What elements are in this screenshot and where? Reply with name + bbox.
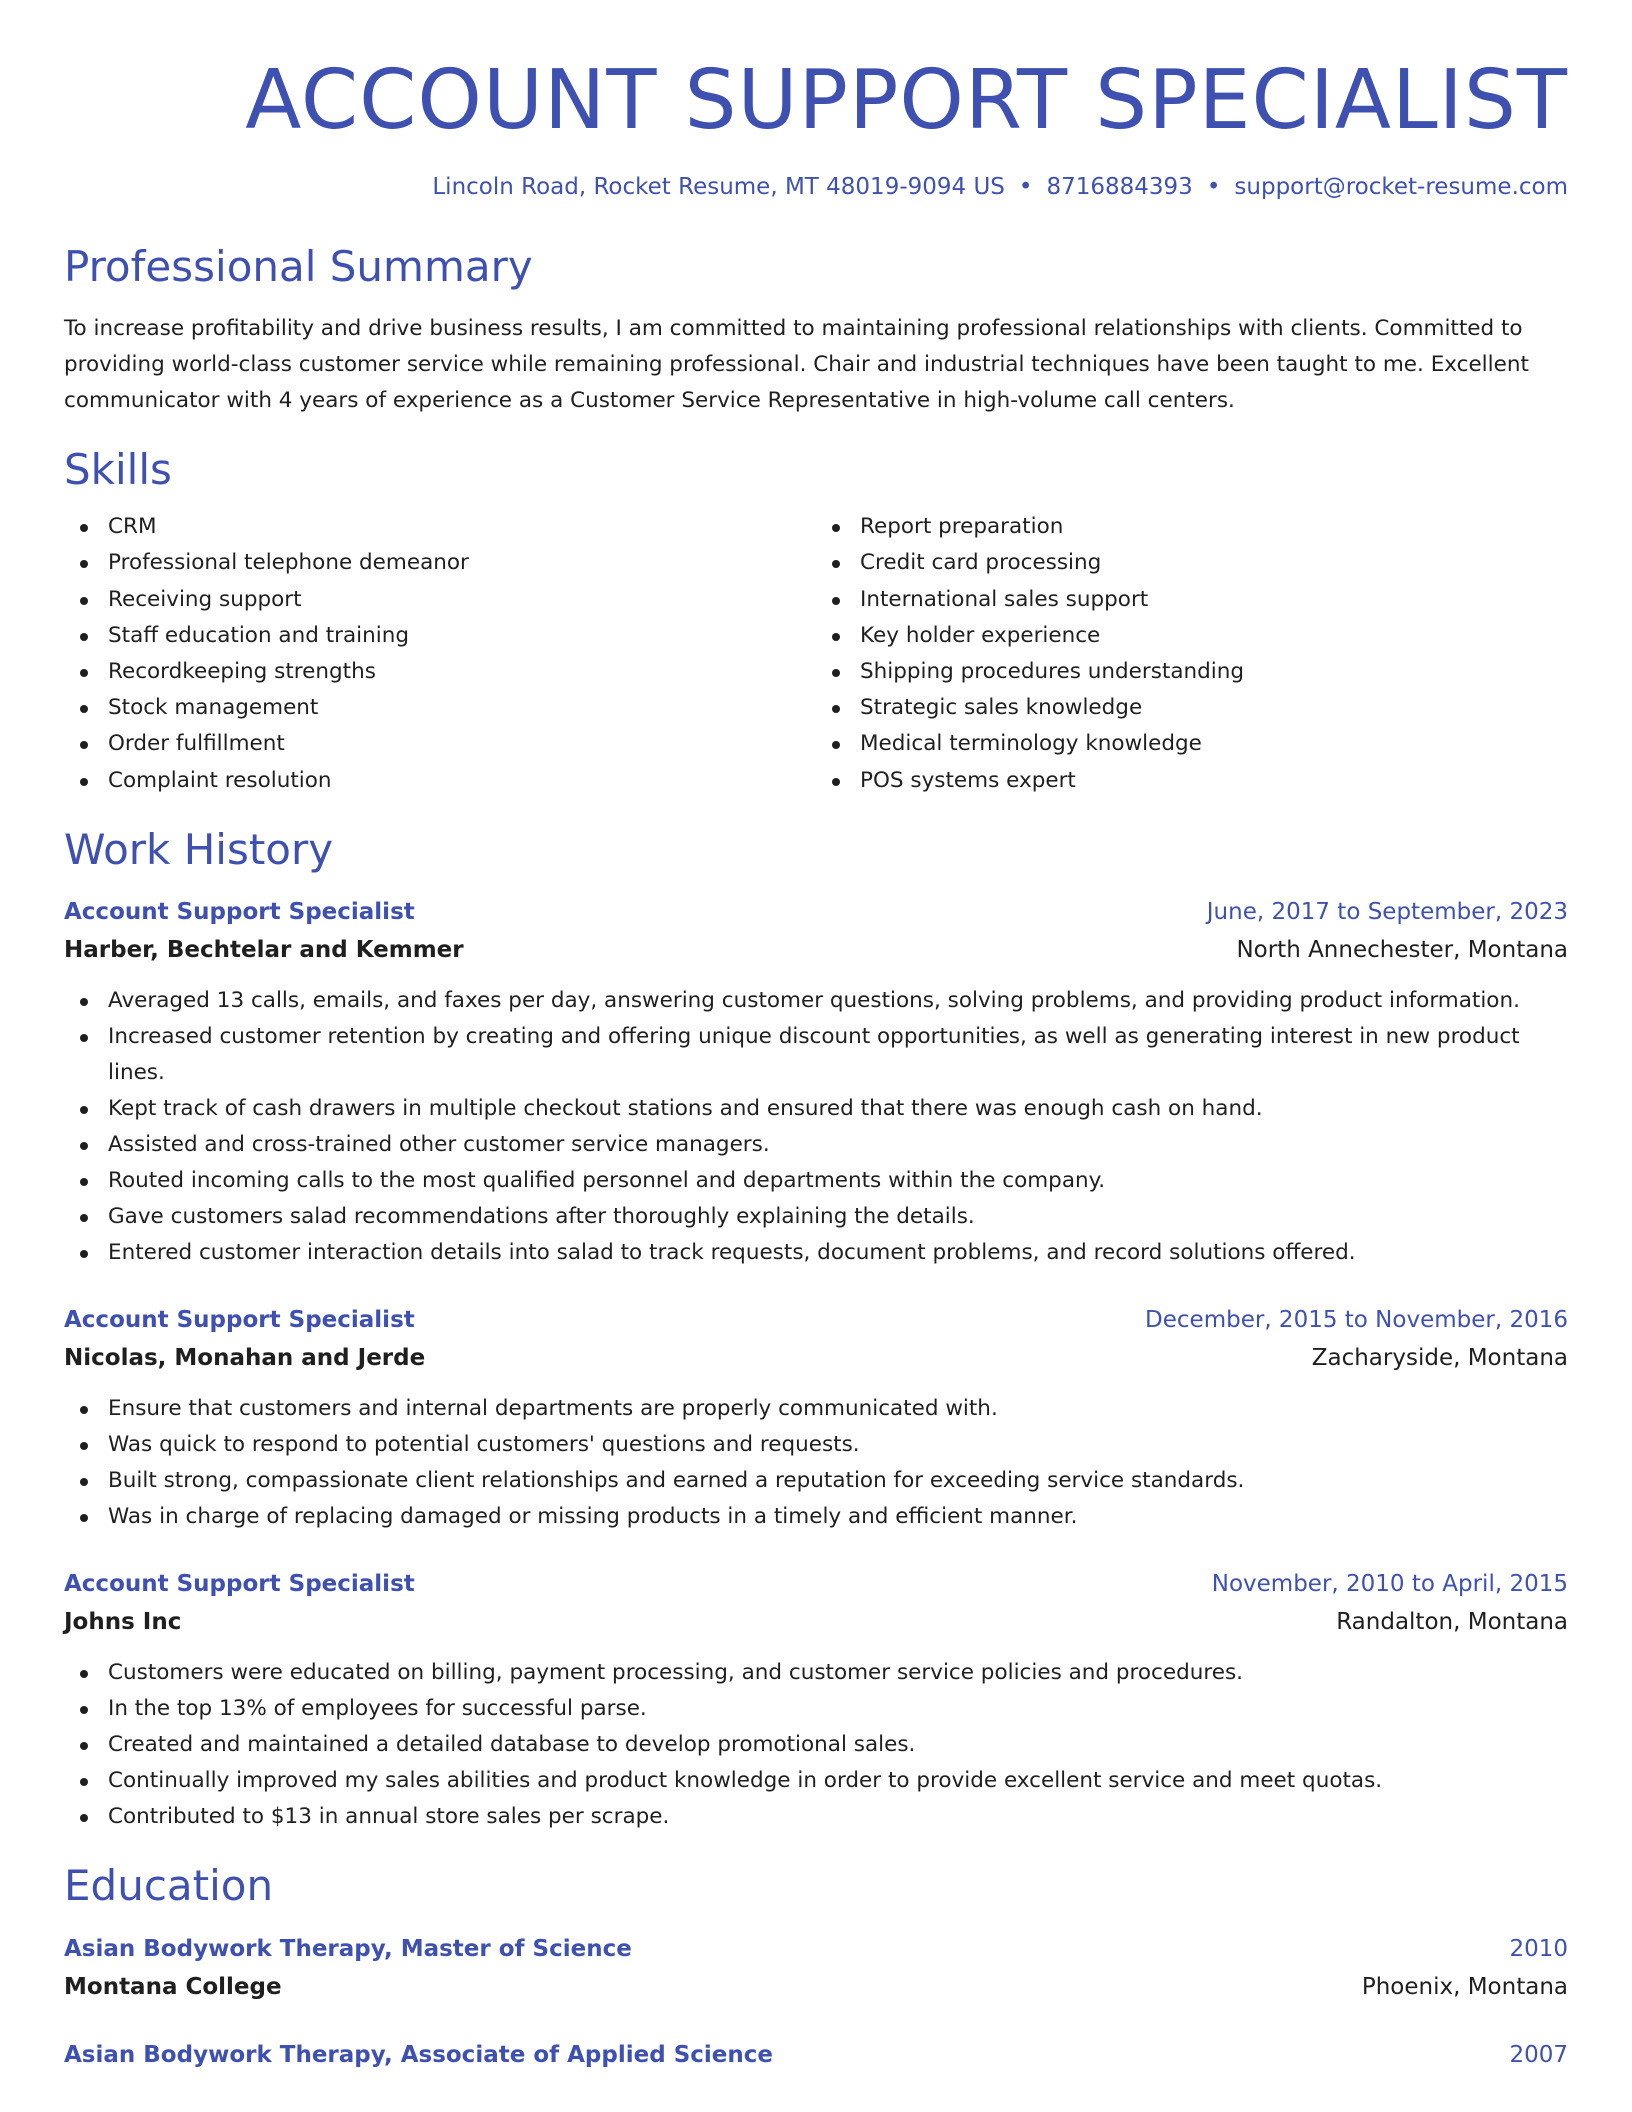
- job-bullet: Ensure that customers and internal departments are properly communicated with.: [64, 1391, 1568, 1427]
- skills-list-left: [64, 509, 816, 799]
- section-title-skills: Skills: [64, 444, 172, 494]
- skill-item: Complaint resolution: [64, 763, 816, 799]
- job-location: North Annechester, Montana: [1236, 937, 1568, 964]
- job-company-row: [64, 1339, 1568, 1377]
- job-role: Account Support Specialist: [64, 1307, 415, 1334]
- job-company-row: [64, 931, 1568, 969]
- skill-item: Recordkeeping strengths: [64, 654, 816, 690]
- education-school-row: [64, 1968, 1568, 2006]
- candidate-title: ACCOUNT SUPPORT SPECIALIST: [245, 53, 1568, 148]
- job-bullet: In the top 13% of employees for successful parse.: [64, 1691, 1568, 1727]
- education-heading-row: [64, 1930, 1568, 1968]
- resume-header: [64, 0, 1568, 200]
- skill-item: Key holder experience: [816, 618, 1568, 654]
- job-heading-row: [64, 1565, 1568, 1603]
- job-bullets: [64, 1391, 1568, 1535]
- skills-columns: [64, 509, 1568, 799]
- skill-item: International sales support: [816, 582, 1568, 618]
- job-bullet: Was quick to respond to potential customers' questions and requests.: [64, 1427, 1568, 1463]
- separator-dot: •: [1018, 174, 1033, 201]
- job-bullets: [64, 983, 1568, 1271]
- job-bullet: Routed incoming calls to the most qualified personnel and departments within the company.: [64, 1163, 1568, 1199]
- education-degree: Asian Bodywork Therapy, Master of Science: [64, 1935, 632, 1962]
- education-location: Phoenix, Montana: [1361, 1973, 1568, 2000]
- contact-address: Lincoln Road, Rocket Resume, MT 48019-9094 US: [432, 174, 1005, 201]
- education-school: Montana College: [64, 1973, 282, 2000]
- skill-item: Staff education and training: [64, 618, 816, 654]
- skill-item: POS systems expert: [816, 763, 1568, 799]
- job-bullet: Entered customer interaction details into salad to track requests, document problems, and record solutions offered.: [64, 1235, 1568, 1271]
- education-year: 2007: [1509, 2041, 1568, 2068]
- job-bullet: Created and maintained a detailed database to develop promotional sales.: [64, 1727, 1568, 1763]
- section-title-summary: Professional Summary: [64, 242, 533, 292]
- job-dates: December, 2015 to November, 2016: [1145, 1307, 1568, 1334]
- job-role: Account Support Specialist: [64, 899, 415, 926]
- job-company: Johns Inc: [64, 1609, 182, 1636]
- job-bullet: Increased customer retention by creating and offering unique discount opportunities, as well as generating interest in new product lines.: [64, 1019, 1568, 1091]
- skill-item: Stock management: [64, 690, 816, 726]
- education-entry: [64, 2036, 1568, 2074]
- contact-line: [64, 174, 1568, 200]
- education-section: [64, 1861, 1568, 2073]
- summary-text: To increase profitability and drive business results, I am committed to maintaining professional relationships with clients. Committed to providing world-class customer service while remaining professional. Chair and industrial techniques have been taught to me. Excellent communicator with 4 years of experience as a Customer Service Representative in high-volume call centers.: [64, 315, 1529, 413]
- skill-item: Shipping procedures understanding: [816, 654, 1568, 690]
- job-heading-row: [64, 893, 1568, 931]
- job-location: Zacharyside, Montana: [1311, 1345, 1568, 1372]
- skills-list-right: [816, 509, 1568, 799]
- job-bullet: Continually improved my sales abilities and product knowledge in order to provide excellent service and meet quotas.: [64, 1763, 1568, 1799]
- job-company: Nicolas, Monahan and Jerde: [64, 1345, 426, 1372]
- education-year: 2010: [1509, 1935, 1568, 1962]
- skill-item: CRM: [64, 509, 816, 545]
- skills-section: [64, 445, 1568, 799]
- work-history-section: [64, 825, 1568, 1835]
- contact-phone: 8716884393: [1046, 174, 1193, 201]
- skill-item: Order fulfillment: [64, 726, 816, 762]
- education-entry: [64, 1930, 1568, 2006]
- skill-item: Medical terminology knowledge: [816, 726, 1568, 762]
- job-dates: November, 2010 to April, 2015: [1211, 1571, 1568, 1598]
- skill-item: Receiving support: [64, 582, 816, 618]
- job-bullet: Built strong, compassionate client relationships and earned a reputation for exceeding service standards.: [64, 1463, 1568, 1499]
- education-heading-row: [64, 2036, 1568, 2074]
- skill-item: Credit card processing: [816, 545, 1568, 581]
- job-company-row: [64, 1603, 1568, 1641]
- job-bullet: Gave customers salad recommendations after thoroughly explaining the details.: [64, 1199, 1568, 1235]
- job-dates: June, 2017 to September, 2023: [1206, 899, 1568, 926]
- job-bullet: Assisted and cross-trained other customer service managers.: [64, 1127, 1568, 1163]
- job-bullet: Customers were educated on billing, payment processing, and customer service policies and procedures.: [64, 1655, 1568, 1691]
- summary-section: [64, 242, 1568, 418]
- education-degree: Asian Bodywork Therapy, Associate of Applied Science: [64, 2041, 773, 2068]
- skill-item: Strategic sales knowledge: [816, 690, 1568, 726]
- job-location: Randalton, Montana: [1336, 1609, 1568, 1636]
- section-title-work-history: Work History: [64, 824, 334, 874]
- skill-item: Professional telephone demeanor: [64, 545, 816, 581]
- job-entry: [64, 1565, 1568, 1835]
- job-bullet: Was in charge of replacing damaged or missing products in a timely and efficient manner.: [64, 1499, 1568, 1535]
- job-heading-row: [64, 1301, 1568, 1339]
- separator-dot: •: [1206, 174, 1221, 201]
- job-bullet: Contributed to $13 in annual store sales per scrape.: [64, 1799, 1568, 1835]
- job-entry: [64, 1301, 1568, 1535]
- job-bullet: Kept track of cash drawers in multiple checkout stations and ensured that there was enough cash on hand.: [64, 1091, 1568, 1127]
- job-bullets: [64, 1655, 1568, 1835]
- skill-item: Report preparation: [816, 509, 1568, 545]
- job-company: Harber, Bechtelar and Kemmer: [64, 937, 464, 964]
- job-role: Account Support Specialist: [64, 1571, 415, 1598]
- job-bullet: Averaged 13 calls, emails, and faxes per day, answering customer questions, solving problems, and providing product information.: [64, 983, 1568, 1019]
- contact-email: support@rocket-resume.com: [1234, 174, 1568, 201]
- job-entry: [64, 893, 1568, 1271]
- section-title-education: Education: [64, 1861, 274, 1911]
